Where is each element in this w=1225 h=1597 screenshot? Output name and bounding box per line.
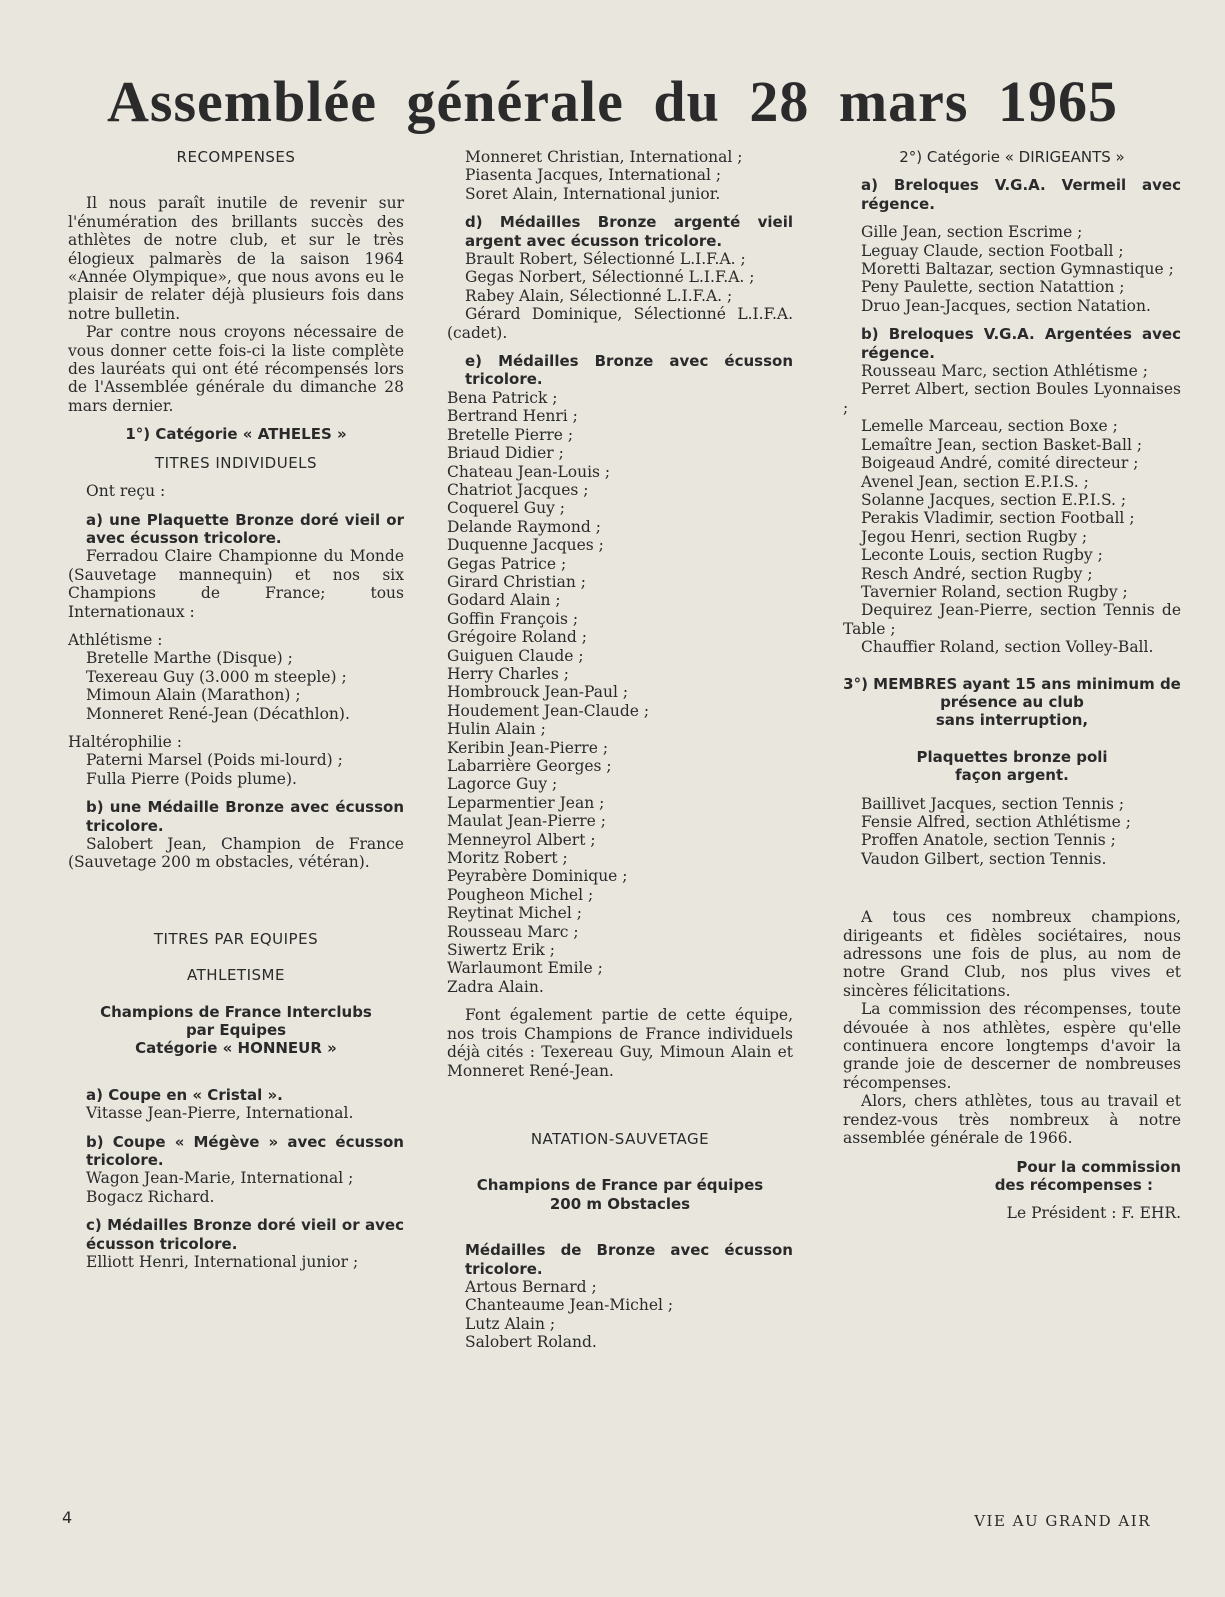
list-item: Perakis Vladimir, section Football ; [861, 509, 1135, 528]
list-item: Gegas Patrice ; [447, 554, 567, 573]
conclusion-paragraph-1: A tous ces nombreux champions, dirigeants et fidèles sociétaires, nous adressons une fois de plus, au nom de notre Grand Club, nos plus vives et sincères félicitations. [843, 908, 1181, 1000]
list-item: Peny Paulette, section Natattion ; [861, 278, 1125, 297]
list-item: Siwertz Erik ; [447, 941, 555, 960]
list-item: Leguay Claude, section Football ; [861, 241, 1124, 260]
list-item: Hombrouck Jean-Paul ; [447, 683, 629, 702]
list-item: Chauffier Roland, section Volley-Ball. [861, 638, 1154, 657]
column-3 [843, 148, 1181, 1223]
list-item: Dequirez Jean-Pierre, section Tennis de Table ; [843, 601, 1181, 638]
membres-heading-1: 3°) MEMBRES ayant 15 ans minimum de présence au club [843, 674, 1181, 711]
signature-line-2: des récompenses : [994, 1175, 1153, 1194]
intro-paragraph-2: Par contre nous croyons nécessaire de vous donner cette fois-ci la liste complète des lauréats qui ont été récompensés lors de l'Assemblée générale du dimanche 28 mars dernier. [68, 323, 404, 415]
list-item: Pougheon Michel ; [447, 885, 594, 904]
list-item: Rousseau Marc ; [447, 922, 579, 941]
coupe-c-heading: c) Médailles Bronze doré vieil or avec écusson tricolore. [86, 1216, 404, 1253]
list-item: Peyrabère Dominique ; [447, 867, 628, 886]
list-item: Resch André, section Rugby ; [861, 564, 1093, 583]
magazine-name: VIE AU GRAND AIR [974, 1512, 1151, 1530]
list-item: Druo Jean-Jacques, section Natation. [861, 296, 1151, 315]
coupe-a-text: Vitasse Jean-Pierre, International. [86, 1104, 354, 1123]
list-item: Goffin François ; [447, 609, 579, 628]
list-item: Rousseau Marc, section Athlétisme ; [861, 362, 1148, 381]
list-item: Godard Alain ; [447, 591, 561, 610]
page-number: 4 [62, 1508, 73, 1527]
list-item: Salobert Roland. [465, 1333, 597, 1352]
list-item: Warlaumont Emile ; [447, 959, 603, 978]
conclusion-paragraph-2: La commission des récompenses, toute dévouée à nos athlètes, espère qu'elle continuera encore longtemps d'avoir la grande joie de descerner de nombreuses récompenses. [843, 1000, 1181, 1092]
signature-line-1: Pour la commission [1016, 1157, 1181, 1176]
membres-heading-2: sans interruption, [935, 711, 1089, 730]
list-item: Leconte Louis, section Rugby ; [861, 546, 1103, 565]
list-item: Brault Robert, Sélectionné L.I.F.A. ; [465, 250, 746, 269]
natation-champions-line-1: Champions de France par équipes [476, 1176, 764, 1195]
champions-line-2: par Equipes [185, 1021, 287, 1040]
list-item: Houdement Jean-Claude ; [447, 701, 650, 720]
breloques-b-list [843, 362, 1181, 657]
breloques-b-heading: b) Breloques V.G.A. Argentées avec régence. [861, 325, 1181, 362]
list-item: Solanne Jacques, section E.P.I.S. ; [861, 490, 1127, 509]
list-item: Fulla Pierre (Poids plume). [86, 769, 297, 788]
list-item: Monneret René-Jean (Décathlon). [86, 704, 350, 723]
column-2 [447, 148, 793, 1352]
breloques-a-heading: a) Breloques V.G.A. Vermeil avec régence. [861, 176, 1181, 213]
list-item: Leparmentier Jean ; [447, 793, 605, 812]
award-d-heading: d) Médailles Bronze argenté vieil argent avec écusson tricolore. [465, 213, 793, 250]
natation-champions-line-2: 200 m Obstacles [549, 1194, 691, 1213]
list-item: Maulat Jean-Pierre ; [447, 812, 606, 831]
section-heading-recompenses: RECOMPENSES [176, 148, 296, 166]
award-e-list [447, 389, 793, 996]
list-item: Soret Alain, International junior. [465, 184, 721, 203]
list-item: Rabey Alain, Sélectionné L.I.F.A. ; [465, 286, 733, 305]
list-item: Menneyrol Albert ; [447, 830, 596, 849]
champions-line-1: Champions de France Interclubs [100, 1002, 372, 1021]
list-item: Moretti Baltazar, section Gymnastique ; [861, 260, 1174, 279]
list-item: Chatriot Jacques ; [447, 480, 589, 499]
list-item: Chanteaume Jean-Michel ; [465, 1296, 674, 1315]
athletisme-heading: ATHLETISME [187, 966, 285, 985]
natation-medals-heading: Médailles de Bronze avec écusson tricolore. [465, 1241, 793, 1278]
list-item: Avenel Jean, section E.P.I.S. ; [861, 472, 1089, 491]
titres-individuels-heading: TITRES INDIVIDUELS [154, 453, 318, 472]
category-dirigeants-heading: 2°) Catégorie « DIRIGEANTS » [899, 148, 1125, 166]
list-item: Mimoun Alain (Marathon) ; [86, 686, 301, 705]
page-title: Assemblée générale du 28 mars 1965 [107, 69, 1118, 134]
signature-president: Le Président : F. EHR. [1006, 1204, 1181, 1223]
list-item: Briaud Didier ; [447, 444, 564, 463]
list-item: Paterni Marsel (Poids mi-lourd) ; [86, 751, 343, 770]
list-item: Gérard Dominique, Sélectionné L.I.F.A. (cadet). [447, 305, 793, 342]
list-item: Tavernier Roland, section Rugby ; [861, 582, 1128, 601]
list-item: Jegou Henri, section Rugby ; [861, 527, 1088, 546]
coupe-c-text: Elliott Henri, International junior ; [86, 1253, 359, 1272]
list-item: Duquenne Jacques ; [447, 536, 604, 555]
award-b-text: Salobert Jean, Champion de France (Sauvetage 200 m obstacles, vétéran). [68, 835, 404, 872]
list-item: Grégoire Roland ; [447, 628, 587, 647]
category-athletes-heading: 1°) Catégorie « ATHELES » [125, 425, 347, 444]
list-item: Baillivet Jacques, section Tennis ; [861, 794, 1125, 813]
list-item: Moritz Robert ; [447, 849, 568, 868]
list-item: Artous Bernard ; [465, 1277, 597, 1296]
ont-recu-label: Ont reçu : [86, 482, 166, 501]
list-item: Herry Charles ; [447, 664, 569, 683]
coupe-a-heading: a) Coupe en « Cristal ». [86, 1085, 283, 1104]
list-item: Bena Patrick ; [447, 388, 558, 407]
list-item: Reytinat Michel ; [447, 904, 582, 923]
list-item: Piasenta Jacques, International ; [465, 166, 722, 185]
list-item: Hulin Alain ; [447, 720, 546, 739]
list-item: Proffen Anatole, section Tennis ; [861, 831, 1116, 850]
list-item: Girard Christian ; [447, 572, 586, 591]
list-item: Zadra Alain. [447, 977, 544, 996]
also-team-paragraph: Font également partie de cette équipe, nos trois Champions de France individuels déjà cités : Texereau Guy, Mimoun Alain et Monneret René-Jean. [447, 1006, 793, 1080]
champions-line-3: Catégorie « HONNEUR » [135, 1039, 337, 1058]
list-item: Keribin Jean-Pierre ; [447, 738, 609, 757]
list-item: Delande Raymond ; [447, 517, 601, 536]
athletisme-label: Athlétisme : [68, 630, 163, 649]
list-item: Fensie Alfred, section Athlétisme ; [861, 813, 1131, 831]
list-item: Boigeaud André, comité directeur ; [861, 454, 1139, 473]
coupe-b-text-1: Wagon Jean-Marie, International ; [86, 1169, 354, 1188]
list-item: Bretelle Marthe (Disque) ; [86, 649, 293, 668]
halterophilie-label: Haltérophilie : [68, 732, 182, 751]
titres-equipes-heading: TITRES PAR EQUIPES [153, 929, 319, 948]
intro-paragraph: Il nous paraît inutile de revenir sur l'énumération des brillants succès des athlètes de notre club, et sur le très élogieux palmarès de la saison 1964 «Année Olympique», que nous avons eu le plaisir de relater déjà plusieurs fois dans notre bulletin. [68, 194, 404, 323]
list-item: Vaudon Gilbert, section Tennis. [861, 849, 1107, 868]
coupe-b-heading: b) Coupe « Mégève » avec écusson tricolore. [86, 1132, 404, 1170]
list-item: Labarrière Georges ; [447, 757, 612, 775]
column-1 [68, 148, 404, 1272]
list-item: Monneret Christian, International ; [465, 148, 743, 166]
list-item: Gegas Norbert, Sélectionné L.I.F.A. ; [465, 268, 755, 287]
list-item: Bretelle Pierre ; [447, 425, 574, 444]
coupe-b-text-2: Bogacz Richard. [86, 1187, 215, 1206]
natation-heading: NATATION-SAUVETAGE [530, 1129, 710, 1148]
list-item: Chateau Jean-Louis ; [447, 462, 611, 481]
list-item: Coquerel Guy ; [447, 499, 566, 518]
conclusion-paragraph-3: Alors, chers athlètes, tous au travail et rendez-vous très nombreux à notre assemblée générale de 1966. [843, 1092, 1181, 1148]
list-item: Lemelle Marceau, section Boxe ; [861, 417, 1118, 436]
award-b-heading: b) une Médaille Bronze avec écusson tricolore. [86, 798, 404, 835]
list-item: Lemaître Jean, section Basket-Ball ; [861, 435, 1143, 454]
award-e-heading: e) Médailles Bronze avec écusson tricolore. [465, 352, 793, 389]
list-item: Gille Jean, section Escrime ; [861, 223, 1083, 242]
list-item: Texereau Guy (3.000 m steeple) ; [86, 667, 347, 686]
list-item: Bertrand Henri ; [447, 407, 578, 426]
list-item: Lutz Alain ; [465, 1314, 556, 1333]
award-a-text: Ferradou Claire Championne du Monde (Sauvetage mannequin) et nos six Champions de France; tous Internationaux : [68, 547, 404, 621]
plaquettes-heading-2: façon argent. [955, 766, 1069, 785]
plaquettes-heading-1: Plaquettes bronze poli [916, 747, 1108, 766]
list-item: Perret Albert, section Boules Lyonnaises ; [843, 380, 1181, 417]
award-a-heading: a) une Plaquette Bronze doré vieil or avec écusson tricolore. [86, 510, 404, 547]
list-item: Guiguen Claude ; [447, 646, 584, 665]
list-item: Lagorce Guy ; [447, 775, 558, 794]
